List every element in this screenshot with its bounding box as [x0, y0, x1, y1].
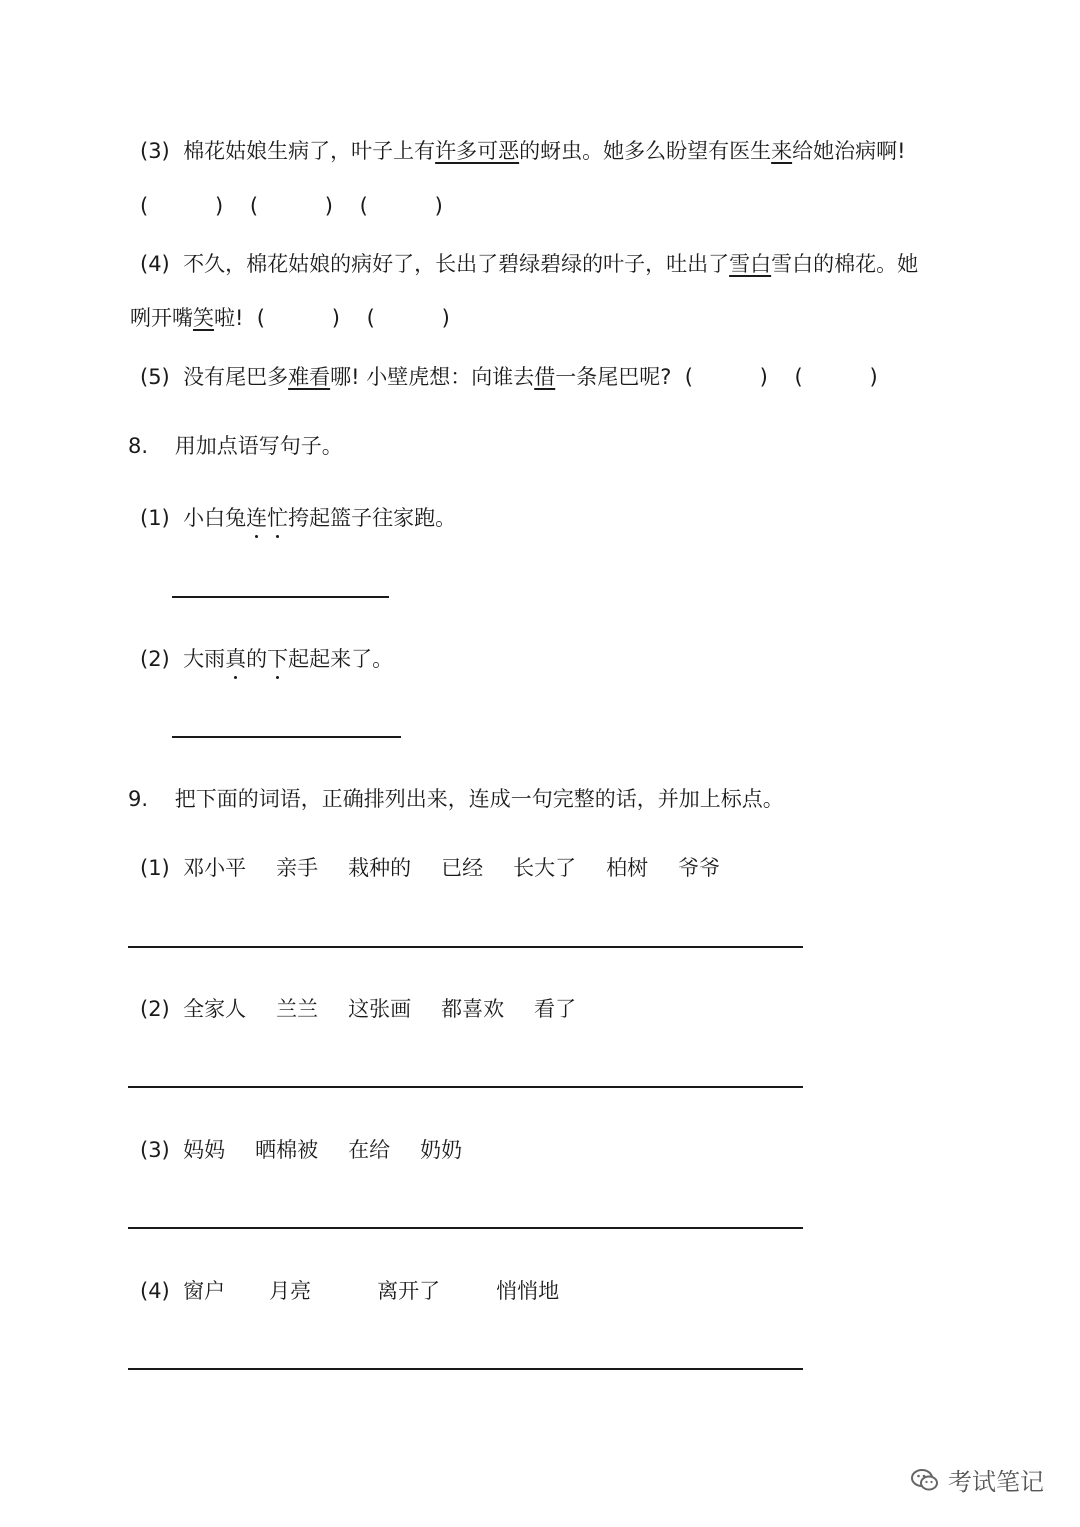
- word: 悄悄地: [496, 1279, 560, 1303]
- underlined-word: 借: [534, 365, 556, 389]
- q7-item3-answer-parens: ( ) ( ) ( ): [140, 194, 443, 218]
- q8-item1-sentence: (1) 小白兔连忙挎起篮子往家跑。: [140, 506, 457, 530]
- q7-item3-sentence: (3) 棉花姑娘生病了，叶子上有许多可恶的蚜虫。她多么盼望有医生来给她治病啊!: [140, 139, 906, 163]
- word: 晒棉被: [255, 1138, 319, 1162]
- word: 兰兰: [276, 997, 319, 1021]
- watermark-text: 考试笔记: [948, 1468, 1044, 1496]
- q7-item4-sentence-line2: 咧开嘴笑啦! ( ) ( ): [130, 306, 450, 330]
- word: 月亮: [269, 1279, 312, 1303]
- q9-item4-answer-line[interactable]: [128, 1368, 803, 1370]
- q9-item4-words: (4) 窗户 月亮 离开了 悄悄地: [140, 1279, 560, 1303]
- q7-item4-answer-parens: ( ) ( ): [256, 306, 450, 330]
- word: 奶奶: [420, 1138, 463, 1162]
- q9-title: 9. 把下面的词语，正确排列出来，连成一句完整的话，并加上标点。: [128, 787, 784, 811]
- word: 栽种的: [348, 856, 412, 880]
- word: 爷爷: [678, 856, 721, 880]
- wechat-icon: [910, 1465, 940, 1495]
- dotted-char: 真: [225, 647, 247, 671]
- word: 看了: [534, 997, 577, 1021]
- q9-item1-words: (1) 邓小平 亲手 栽种的 已经 长大了 柏树 爷爷: [140, 856, 721, 880]
- dotted-char: 忙: [267, 506, 289, 530]
- word: 全家人: [183, 997, 247, 1021]
- q8-item2-sentence: (2) 大雨真的下起起来了。: [140, 647, 394, 671]
- q7-item5-sentence: (5) 没有尾巴多难看哪! 小壁虎想：向谁去借一条尾巴呢? ( ) ( ): [140, 365, 878, 389]
- watermark: [910, 1462, 1044, 1497]
- word: 在给: [348, 1138, 391, 1162]
- word: 窗户: [183, 1279, 226, 1303]
- underlined-word: 来: [771, 139, 793, 163]
- word: 离开了: [377, 1279, 441, 1303]
- underlined-word: 许多可恶: [435, 139, 520, 163]
- underlined-word: 雪白: [729, 252, 772, 276]
- word: 邓小平: [183, 856, 247, 880]
- q8-item2-answer-line[interactable]: [172, 736, 401, 738]
- underlined-word: 难看: [288, 365, 331, 389]
- q9-item1-answer-line[interactable]: [128, 946, 803, 948]
- q9-item3-words: (3) 妈妈 晒棉被 在给 奶奶: [140, 1138, 463, 1162]
- q9-item2-words: (2) 全家人 兰兰 这张画 都喜欢 看了: [140, 997, 577, 1021]
- dotted-char: 连: [246, 506, 268, 530]
- dotted-char: 下: [267, 647, 289, 671]
- word: 亲手: [276, 856, 319, 880]
- word: 妈妈: [183, 1138, 226, 1162]
- word: 都喜欢: [441, 997, 505, 1021]
- word: 已经: [441, 856, 484, 880]
- q9-item3-answer-line[interactable]: [128, 1227, 803, 1229]
- q8-title: 8. 用加点语写句子。: [128, 434, 343, 458]
- q9-item2-answer-line[interactable]: [128, 1086, 803, 1088]
- q7-item5-answer-parens: ( ) ( ): [684, 365, 878, 389]
- q7-item4-sentence-line1: (4) 不久，棉花姑娘的病好了，长出了碧绿碧绿的叶子，吐出了雪白雪白的棉花。她: [140, 252, 919, 276]
- word: 柏树: [606, 856, 649, 880]
- underlined-word: 笑: [193, 306, 214, 330]
- word: 长大了: [513, 856, 577, 880]
- word: 这张画: [348, 997, 412, 1021]
- q8-item1-answer-line[interactable]: [172, 596, 389, 598]
